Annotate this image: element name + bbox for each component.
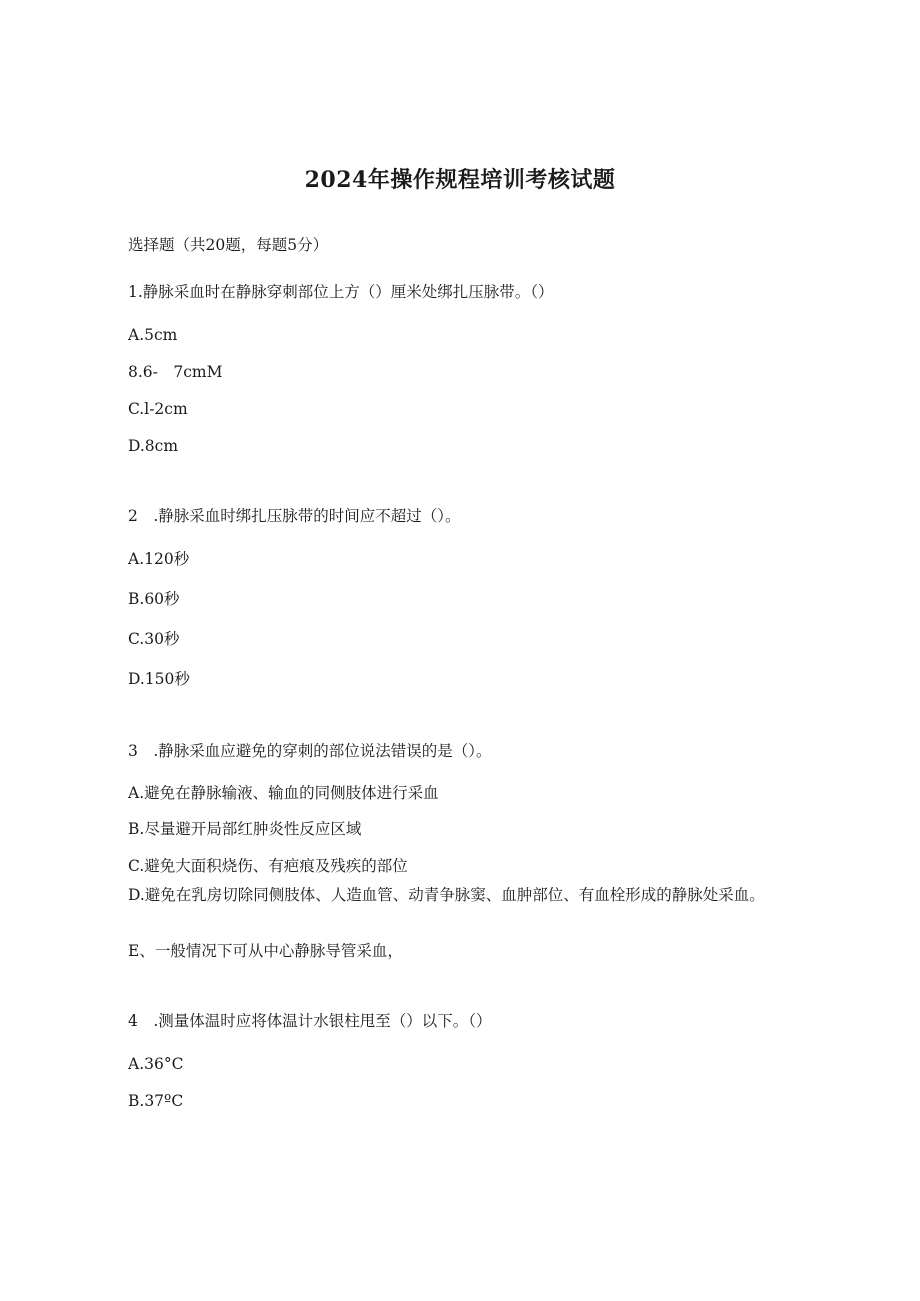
question-1-option-c: C.l-2cm bbox=[128, 400, 188, 418]
question-2-option-a: A.120秒 bbox=[128, 550, 190, 568]
question-3-option-a: A.避免在静脉输液、输血的同侧肢体进行采血 bbox=[128, 784, 439, 802]
question-3-stem: 3 .静脉采血应避免的穿刺的部位说法错误的是（）。 bbox=[128, 742, 492, 760]
question-4-option-b: B.37ºC bbox=[128, 1092, 184, 1110]
question-3-option-b: B.尽量避开局部红肿炎性反应区域 bbox=[128, 820, 362, 838]
question-2-option-d: D.150秒 bbox=[128, 670, 190, 688]
question-2-option-b: B.60秒 bbox=[128, 590, 180, 608]
question-2-option-c: C.30秒 bbox=[128, 630, 180, 648]
question-1-option-b: 8.6- 7cmM bbox=[128, 363, 223, 381]
question-3-option-d: D.避免在乳房切除同侧肢体、人造血管、动青争脉窦、血肿部位、有血栓形成的静脉处采血。 bbox=[128, 886, 765, 904]
question-1-option-d: D.8cm bbox=[128, 437, 179, 455]
section-header: 选择题（共20题，每题5分） bbox=[128, 236, 329, 254]
question-4-stem: 4 .测量体温时应将体温计水银柱甩至（）以下。（） bbox=[128, 1012, 492, 1030]
question-1-option-a: A.5cm bbox=[128, 326, 178, 344]
question-3-option-c: C.避免大面积烧伤、有疤痕及残疾的部位 bbox=[128, 857, 408, 875]
page-title: 2024年操作规程培训考核试题 bbox=[304, 167, 616, 193]
question-2-stem: 2 .静脉采血时绑扎压脉带的时间应不超过（）。 bbox=[128, 507, 461, 525]
question-4-option-a: A.36°C bbox=[128, 1055, 184, 1073]
question-3-option-e: E、一般情况下可从中心静脉导管采血， bbox=[128, 942, 403, 960]
question-1-stem: 1.静脉采血时在静脉穿刺部位上方（）厘米处绑扎压脉带。（） bbox=[128, 283, 554, 301]
